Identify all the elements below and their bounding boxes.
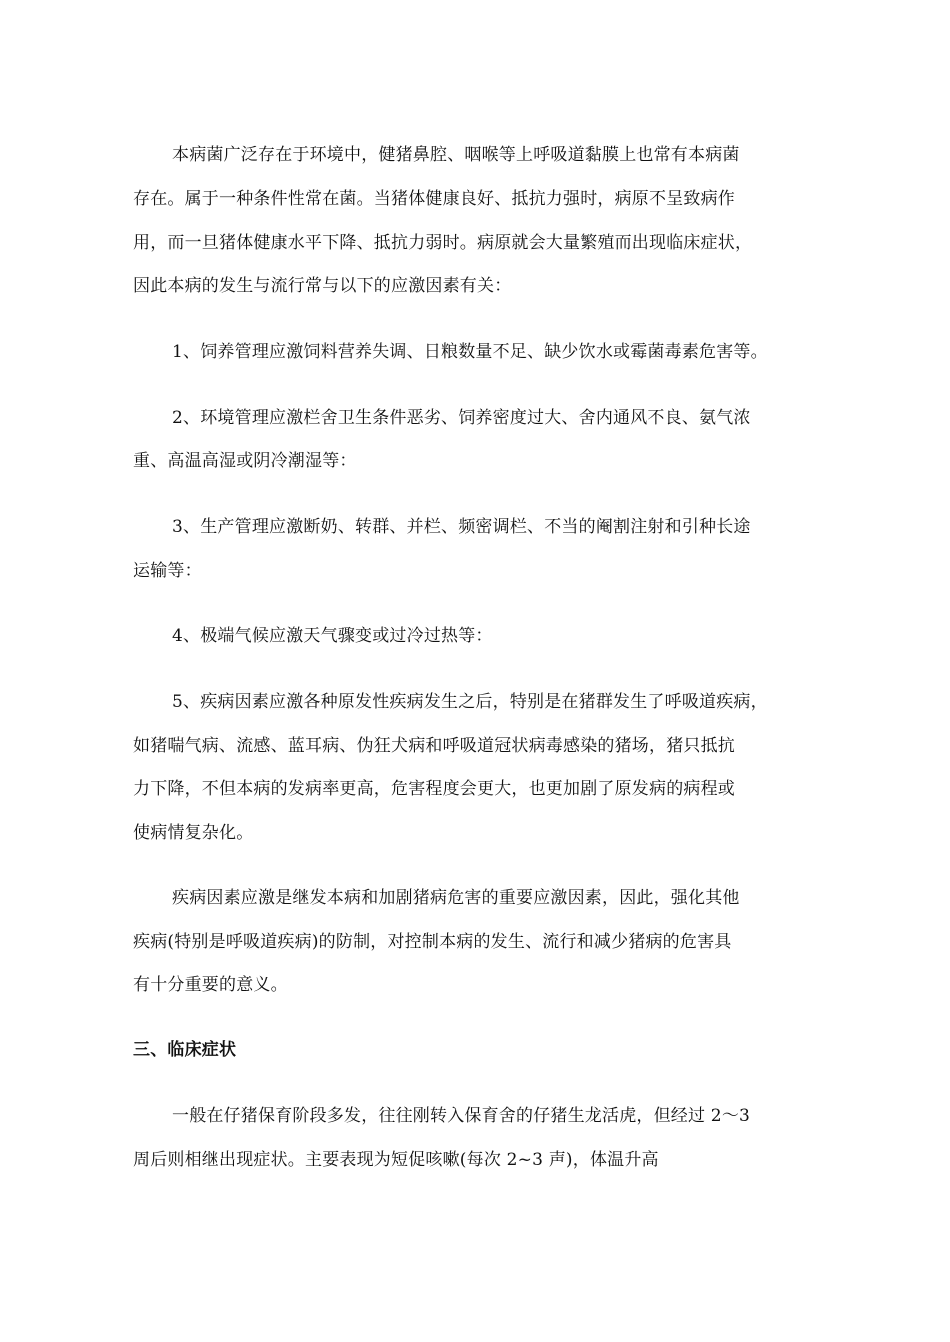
list-item-5-line-3: 力下降，不但本病的发病率更高，危害程度会更大，也更加剧了原发病的病程或 bbox=[133, 779, 735, 799]
section-heading: 三、临床症状 bbox=[133, 1040, 237, 1060]
list-item-5-line-2: 如猪喘气病、流感、蓝耳病、伪狂犬病和呼吸道冠状病毒感染的猪场，猪只抵抗 bbox=[133, 736, 735, 756]
paragraph-1-line-3: 用，而一旦猪体健康水平下降、抵抗力弱时。病原就会大量繁殖而出现临床症状， bbox=[133, 233, 753, 253]
paragraph-1-line-4: 因此本病的发生与流行常与以下的应激因素有关： bbox=[133, 276, 512, 296]
list-item-1-line-1: 1、饲养管理应激饲料营养失调、日粮数量不足、缺少饮水或霉菌毒素危害等。 bbox=[172, 342, 768, 362]
paragraph-2-line-1: 疾病因素应激是继发本病和加剧猪病危害的重要应激因素，因此，强化其他 bbox=[172, 888, 740, 908]
section-paragraph-line-2: 周后则相继出现症状。主要表现为短促咳嗽(每次 2~3 声)，体温升高 bbox=[133, 1150, 659, 1170]
list-item-5-line-4: 使病情复杂化。 bbox=[133, 823, 254, 843]
list-item-4-line-1: 4、极端气候应激天气骤变或过冷过热等： bbox=[172, 626, 493, 646]
list-item-2-line-2: 重、高温高湿或阴冷潮湿等： bbox=[133, 451, 357, 471]
list-item-3-line-1: 3、生产管理应激断奶、转群、并栏、频密调栏、不当的阉割注射和引种长途 bbox=[172, 517, 751, 537]
paragraph-1-line-2: 存在。属于一种条件性常在菌。当猪体健康良好、抵抗力强时，病原不呈致病作 bbox=[133, 189, 735, 209]
section-paragraph-line-1: 一般在仔猪保育阶段多发，往往刚转入保育舍的仔猪生龙活虎，但经过 2～3 bbox=[172, 1106, 751, 1126]
paragraph-2-line-2: 疾病(特别是呼吸道疾病)的防制，对控制本病的发生、流行和减少猪病的危害具 bbox=[133, 932, 732, 952]
paragraph-2-line-3: 有十分重要的意义。 bbox=[133, 975, 288, 995]
list-item-5-line-1: 5、疾病因素应激各种原发性疾病发生之后，特别是在猪群发生了呼吸道疾病， bbox=[172, 692, 768, 712]
paragraph-1-line-1: 本病菌广泛存在于环境中，健猪鼻腔、咽喉等上呼吸道黏膜上也常有本病菌 bbox=[172, 145, 740, 165]
list-item-3-line-2: 运输等： bbox=[133, 561, 202, 581]
list-item-2-line-1: 2、环境管理应激栏舍卫生条件恶劣、饲养密度过大、舍内通风不良、氨气浓 bbox=[172, 408, 751, 428]
